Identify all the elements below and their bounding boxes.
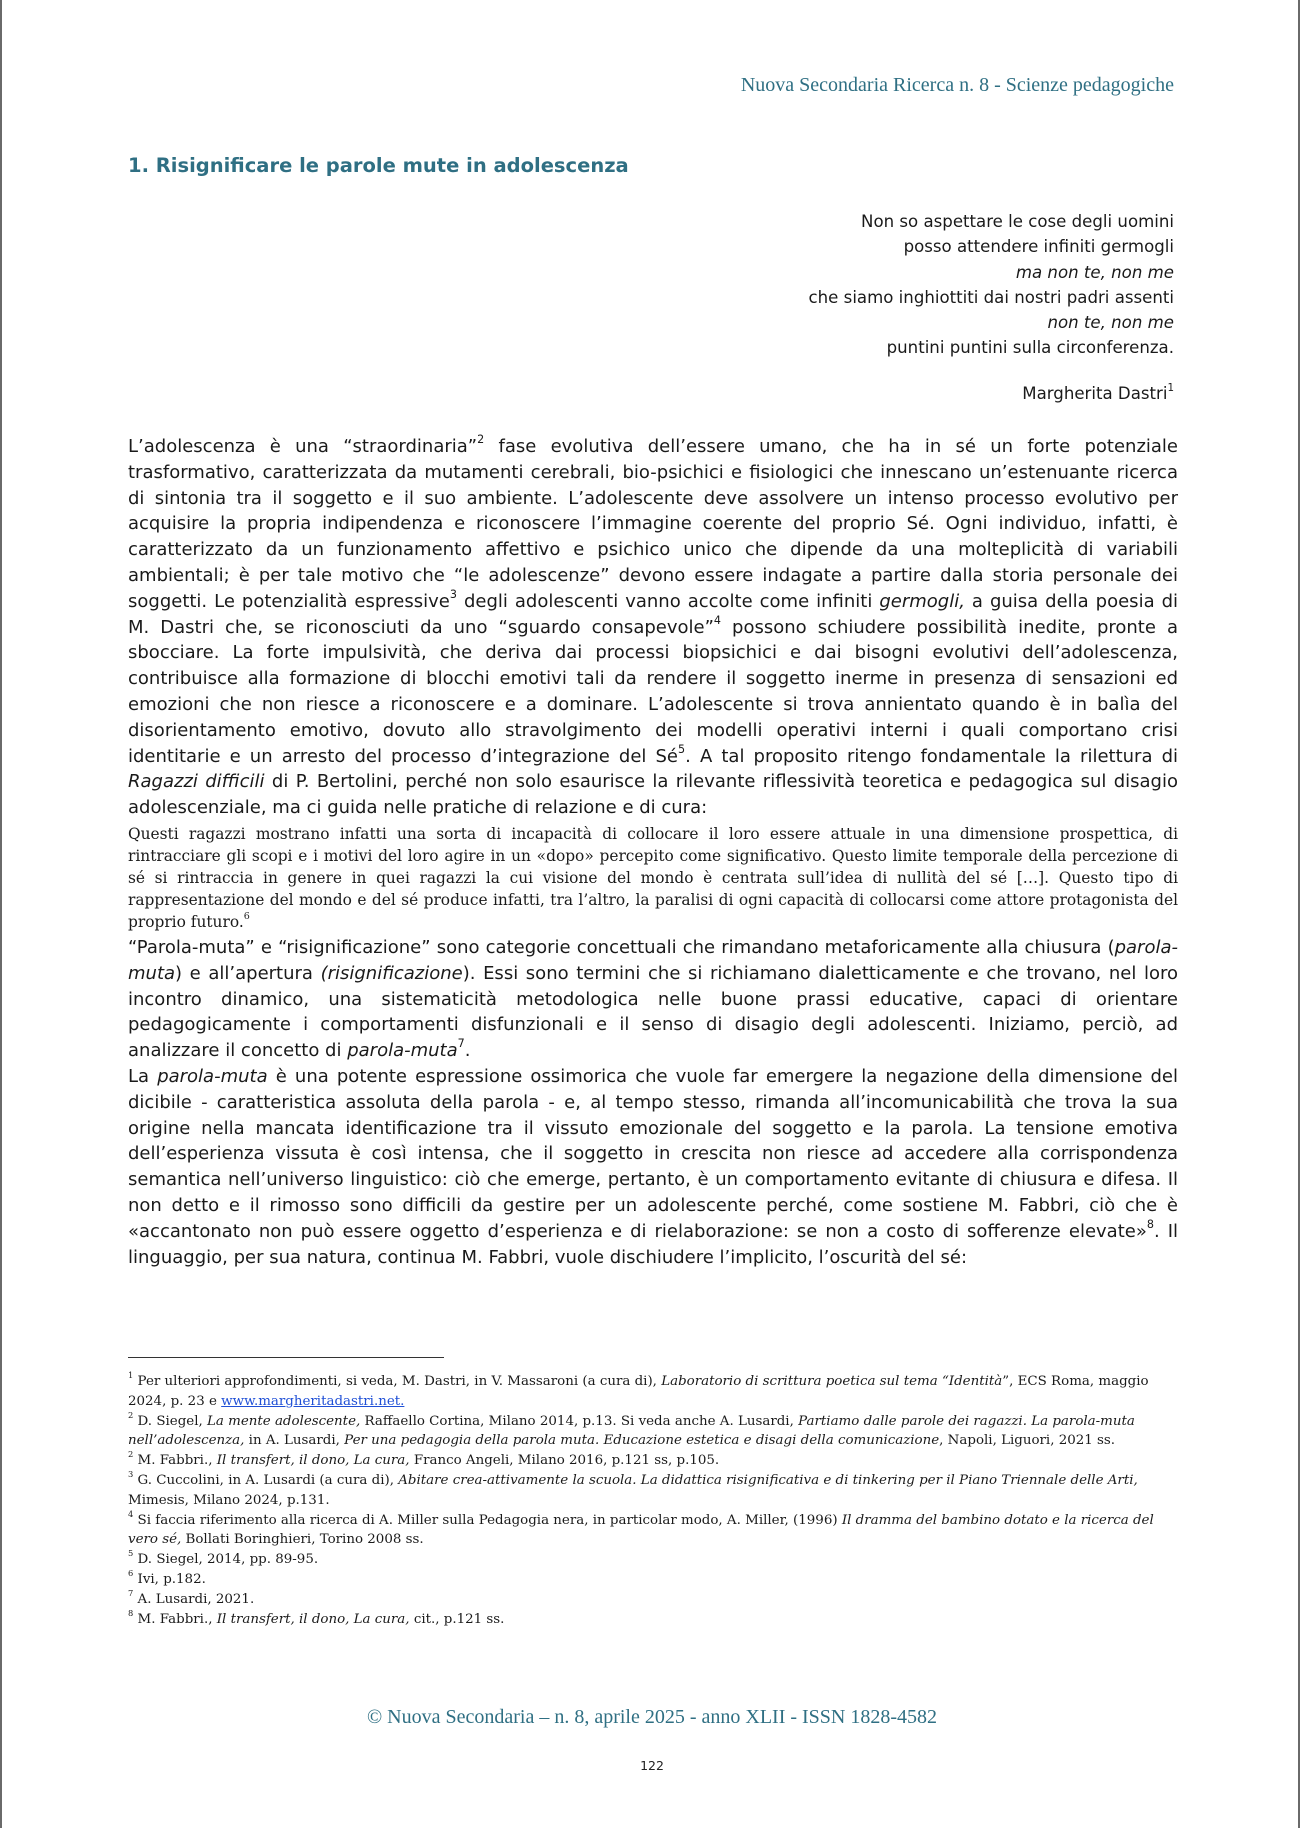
text-run: a guisa della poesia di M. Dastri che, se riconosciuti da uno “sguardo consapevole” (128, 590, 1179, 638)
text-run: Franco Angeli, Milano 2016, p.121 ss, p.105. (409, 1453, 720, 1469)
text-run: Raffaello Cortina, Milano 2014, p.13. Si veda anche A. Lusardi, (360, 1413, 799, 1429)
text-run: ”, ECS Roma, maggio 2024, p. 23 e (128, 1374, 1149, 1409)
footnote-number: 3 (128, 1469, 134, 1480)
footnote (128, 1570, 1178, 1590)
footnote-number: 2 (128, 1409, 134, 1420)
footnote (128, 1451, 1178, 1471)
epigraph-line: ma non te, non me (1015, 262, 1174, 282)
epigraph (809, 209, 1174, 361)
emphasis-text: Partiamo dalle parole dei ragazzi. La parola-muta nell’adolescenza, (128, 1413, 1135, 1449)
footnote-ref[interactable]: 4 (713, 613, 722, 627)
footnote-number: 1 (128, 1370, 134, 1381)
footnote-ref[interactable]: 6 (243, 911, 250, 923)
paragraph (128, 1064, 1178, 1270)
footnote (128, 1409, 1178, 1452)
emphasis-text: parola-muta (347, 1040, 458, 1062)
text-run: cit., p.121 ss. (409, 1611, 505, 1627)
footnote (128, 1471, 1178, 1511)
emphasis-text: germogli, (879, 590, 965, 612)
epigraph-author-name: Margherita Dastri (1022, 384, 1168, 403)
text-run: ). Essi sono termini che si richiamano dialetticamente e che trovano, nel loro incontro dinamico, una sistematicità metodologica nelle buone prassi educative, capaci di orientare pedagogicamente i comportamenti disfunzionali e il senso di disagio degli adolescenti. Iniziamo, perciò, ad analizzare il concetto di (128, 962, 1179, 1062)
text-run: . (464, 1040, 471, 1062)
text-run: M. Fabbri., (137, 1611, 217, 1627)
epigraph-line: Non so aspettare le cose degli uomini (861, 212, 1174, 231)
footer-copyright: © Nuova Secondaria – n. 8, aprile 2025 - anno XLII - ISSN 1828-4582 (366, 1706, 938, 1728)
epigraph-line: puntini puntini sulla circonferenza. (886, 338, 1174, 358)
footnote (128, 1590, 1178, 1610)
block-quote (128, 823, 1178, 933)
epigraph-line: che siamo inghiottiti dai nostri padri assenti (808, 287, 1174, 307)
text-run: D. Siegel, 2014, pp. 89-95. (137, 1552, 319, 1568)
section-title: 1. Risignificare le parole mute in adolescenza (128, 154, 629, 177)
emphasis-text: Laboratorio di scrittura poetica sul tema “Identità (661, 1374, 1003, 1389)
body-text (128, 434, 1178, 1270)
text-run: D. Siegel, (137, 1413, 207, 1429)
text-run: possono schiudere possibilità inedite, pronte a sbocciare. La forte impulsività, che deriva dai processi biopsichici e dai bisogni evolutivi dell’adolescenza, contribuisce alla formazione di blocchi emotivi tali da rendere il soggetto inerme in presenza di sensazioni ed emozioni che non riesce a riconoscere e a dominare. L’adolescente si trova annientato quando è in balìa del disorientamento emotivo, dovuto allo stravolgimento dei modelli operativi interni i quali comportano crisi identitarie e un arresto del processo d’integrazione del Sé (128, 616, 1178, 767)
paragraph (128, 935, 1178, 1064)
emphasis-text: parola-muta (157, 1065, 268, 1087)
text-run: “Parola-muta” e “risignificazione” sono categorie concettuali che rimandano metaforicamente alla chiusura ( (128, 936, 1115, 958)
footnote-number: 4 (128, 1508, 134, 1519)
paragraph (128, 434, 1178, 821)
text-run: Mimesis, Milano 2024, p.131. (128, 1492, 330, 1508)
text-run: La (128, 1065, 158, 1087)
emphasis-text: Il dramma del bambino dotato e la ricerca del vero sé, (128, 1512, 1154, 1548)
footnote-divider (128, 1357, 444, 1358)
footnote-ref[interactable]: 2 (477, 433, 485, 447)
footnote-ref[interactable]: 5 (678, 742, 686, 756)
footnote-ref[interactable]: 7 (457, 1037, 465, 1051)
text-run: M. Fabbri., (137, 1453, 217, 1469)
page-number: 122 (640, 1758, 664, 1773)
emphasis-text: Il transfert, il dono, La cura, (216, 1611, 410, 1627)
text-run: degli adolescenti vanno accolte come infiniti (456, 590, 880, 612)
website-link[interactable]: www.margheritadastri.net. (221, 1393, 405, 1409)
footnote-number: 2 (128, 1449, 134, 1460)
footnote-ref[interactable]: 3 (449, 588, 457, 602)
emphasis-text: Abitare crea-attivamente la scuola. La didattica risignificativa e di tinkering per il Piano Triennale delle Arti, (398, 1472, 1138, 1488)
emphasis-text: La mente adolescente, (207, 1413, 361, 1429)
running-header: Nuova Secondaria Ricerca n. 8 - Scienze pedagogiche (740, 74, 1174, 96)
footnote (128, 1372, 1178, 1412)
footnote-ref[interactable]: 8 (1146, 1218, 1154, 1232)
text-run: ) e all’apertura (175, 962, 321, 984)
epigraph-line: non te, non me (1047, 313, 1174, 333)
emphasis-text: Per una pedagogia della parola muta. Educazione estetica e disagi della comunicazione (344, 1433, 940, 1449)
text-run: , Napoli, Liguori, 2021 ss. (939, 1433, 1116, 1449)
footnote-number: 8 (128, 1607, 134, 1618)
text-run: è una potente espressione ossimorica che vuole far emergere la negazione della dimensione del dicibile - caratteristica assoluta della parola - e, al tempo stesso, rimanda all’incomunicabilità che trova la sua origine nella mancata identificazione tra il vissuto emozionale del soggetto e la parola. La tensione emotiva dell’esperienza vissuta è così intensa, che il soggetto in crescita non riesce ad accedere alla corrispondenza semantica nell’universo linguistico: ciò che emerge, pertanto, è un comportamento evitante di chiusura e difesa. Il non detto e il rimosso sono difficili da gestire per un adolescente perché, come sostiene M. Fabbri, ciò che è «accantonato non può essere oggetto d’esperienza e di rielaborazione: se non a costo di sofferenze elevate» (128, 1065, 1179, 1242)
footnote-number: 5 (128, 1548, 134, 1559)
emphasis-text: (risignificazione (320, 962, 463, 984)
text-run: G. Cuccolini, in A. Lusardi (a cura di), (137, 1472, 399, 1488)
footnote (128, 1550, 1178, 1570)
footnotes (128, 1372, 1178, 1629)
text-run: L’adolescenza è una “straordinaria” (128, 436, 478, 457)
footnote-number: 6 (128, 1568, 134, 1579)
text-run: Bollati Boringhieri, Torino 2008 ss. (181, 1532, 424, 1548)
emphasis-text: Ragazzi difficili (128, 771, 265, 793)
text-run: Questi ragazzi mostrano infatti una sorta di incapacità di collocare il loro essere attuale in una dimensione prospettica, di rintracciare gli scopi e i motivi del loro agire in un «dopo» percepito come significativo. Questo limite temporale della percezione di sé si rintraccia in genere in quei ragazzi la cui visione del mondo è centrata sull’idea di nullità del sé […]. Questo tipo di rappresentazione del mondo e del sé produce infatti, tra l’altro, la paralisi di ogni capacità di collocarsi come attore protagonista del proprio futuro. (128, 824, 1178, 931)
emphasis-text: Il transfert, il dono, La cura, (216, 1453, 410, 1469)
footnote-ref[interactable]: 1 (1167, 381, 1174, 394)
text-run: . A tal proposito ritengo fondamentale la rilettura di (685, 745, 1179, 767)
text-run: A. Lusardi, 2021. (137, 1591, 255, 1607)
epigraph-author (1022, 381, 1174, 403)
text-run: Si faccia riferimento alla ricerca di A. Miller sulla Pedagogia nera, in particolar modo, A. Miller, (1996) (137, 1512, 842, 1528)
text-run: Ivi, p.182. (137, 1571, 206, 1587)
text-run: Per ulteriori approfondimenti, si veda, M. Dastri, in V. Massaroni (a cura di), (137, 1374, 662, 1389)
text-run: di P. Bertolini, perché non solo esaurisce la rilevante riflessività teoretica e pedagogica sul disagio adolescenziale, ma ci guida nelle pratiche di relazione e di cura: (128, 771, 1178, 819)
text-run: . Il linguaggio, per sua natura, continua M. Fabbri, vuole dischiudere l’implicito, l’oscurità del sé: (128, 1220, 1178, 1268)
footnote-number: 7 (128, 1588, 134, 1599)
footnote (128, 1607, 1178, 1630)
text-run: in A. Lusardi, (244, 1433, 345, 1449)
epigraph-line: posso attendere infiniti germogli (903, 237, 1174, 257)
text-run: fase evolutiva dell’essere umano, che ha in sé un forte potenziale trasformativo, caratterizzata da mutamenti cerebrali, bio-psichici e fisiologici che innescano un’estenuante ricerca di sintonia tra il soggetto e il suo ambiente. L’adolescente deve assolvere un intenso processo evolutivo per acquisire la propria indipendenza e riconoscere l’immagine coerente del proprio Sé. Ogni individuo, infatti, è caratterizzato da un funzionamento affettivo e psichico unico che dipende da una molteplicità di variabili ambientali; è per tale motivo che “le adolescenze” devono essere indagate a partire dalla storia personale dei soggetti. Le potenzialità espressive (128, 436, 1178, 612)
footnote (128, 1508, 1178, 1551)
emphasis-text: parola-muta (128, 936, 1178, 984)
